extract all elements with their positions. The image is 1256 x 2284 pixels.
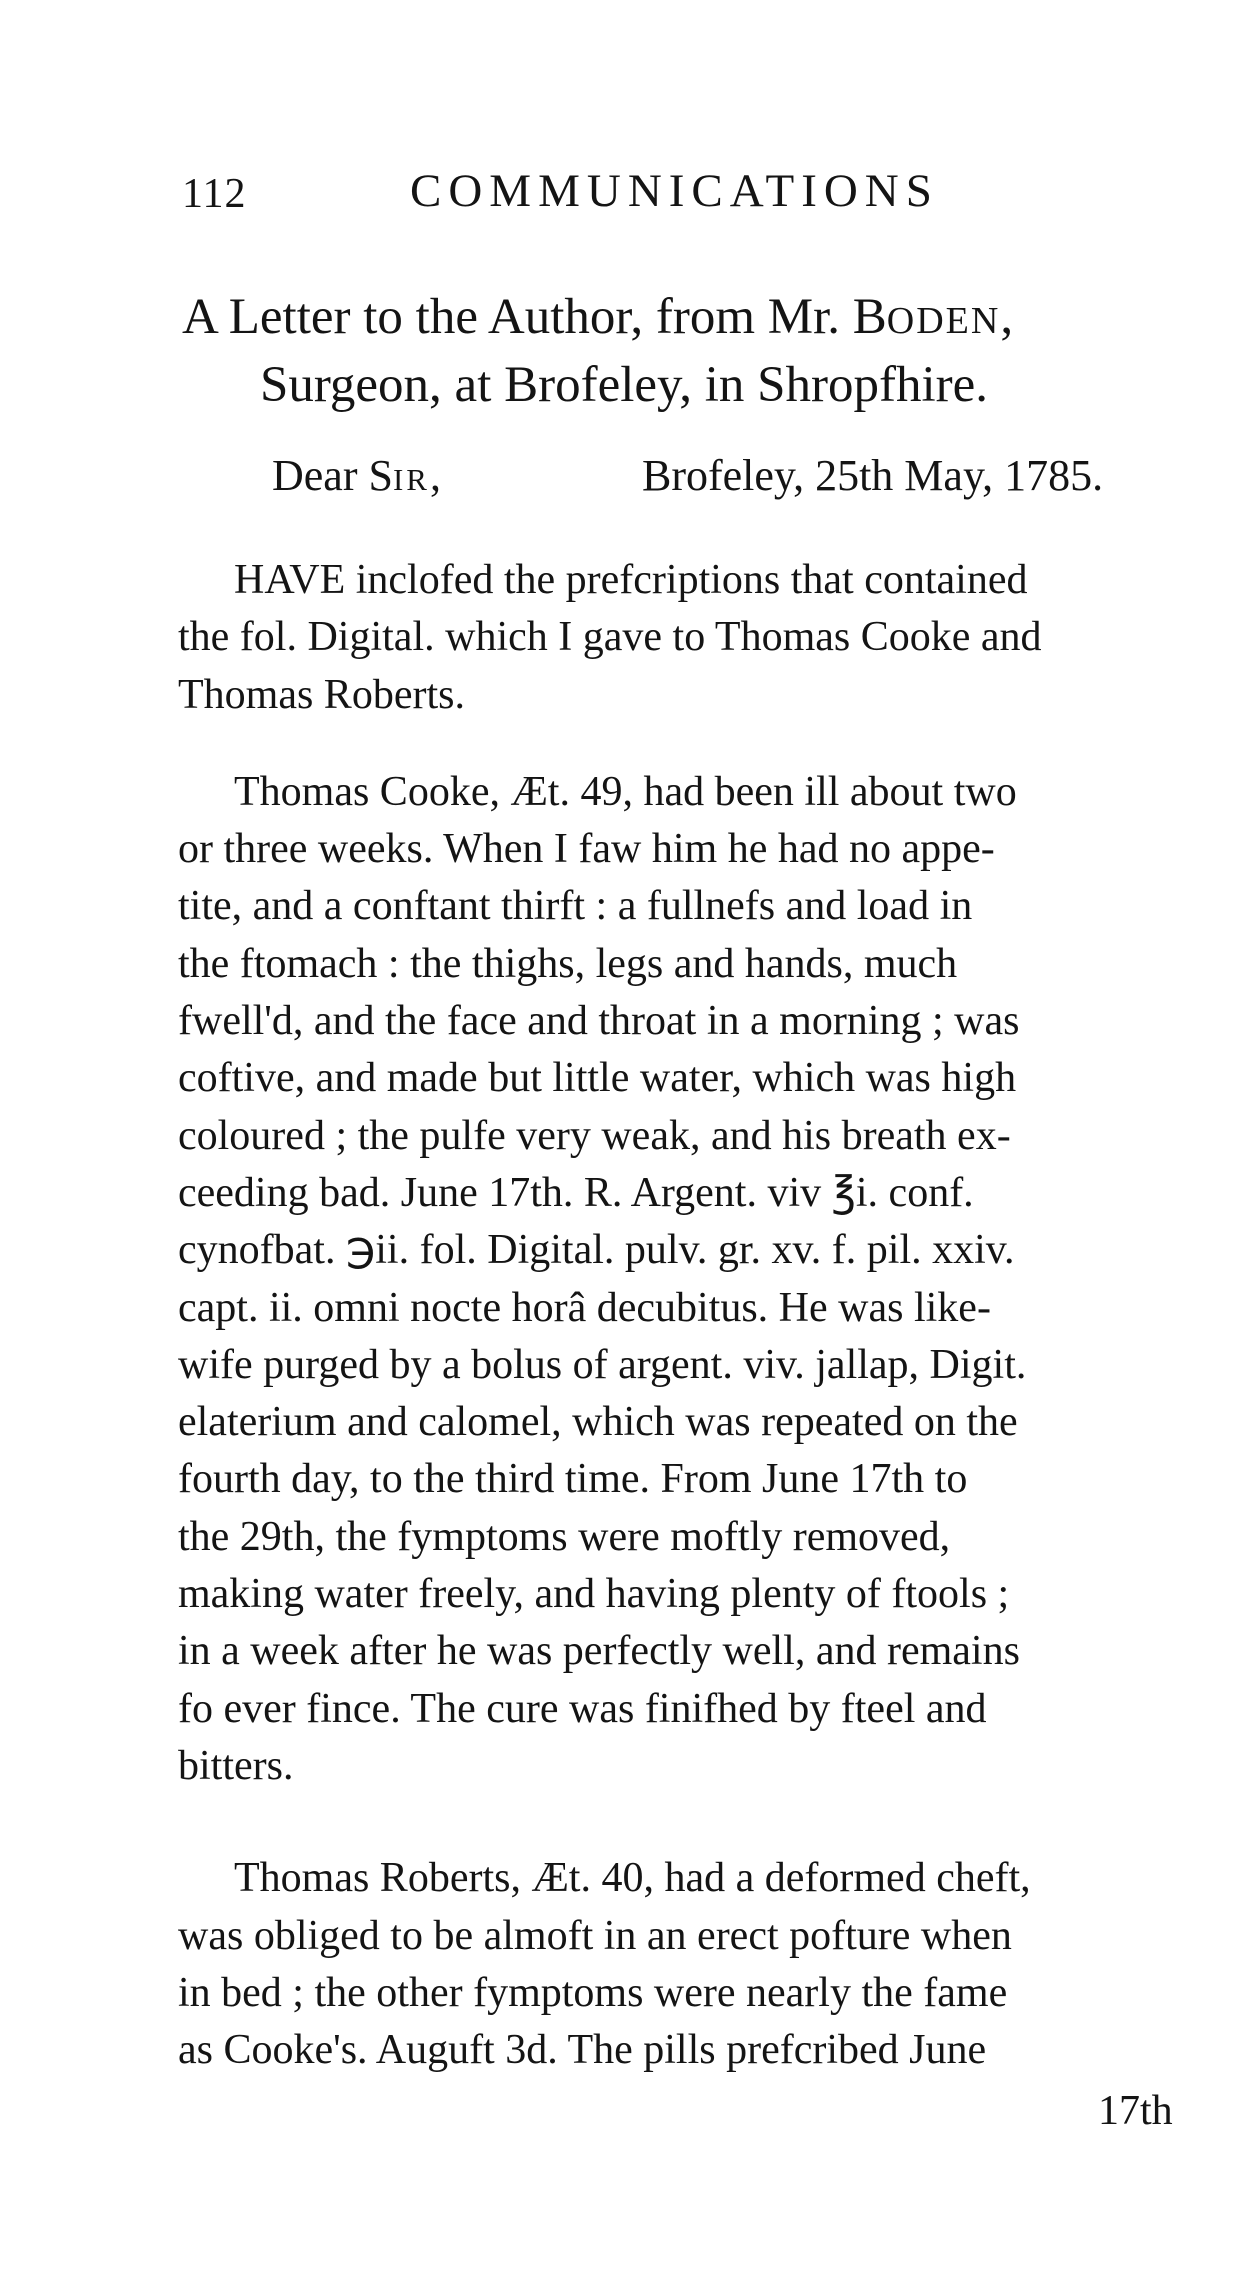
text-line: Thomas Roberts. [178, 671, 465, 718]
text-line: ceeding bad. June 17th. R. Argent. viv ℥i. conf. [178, 1169, 974, 1216]
text-line: Thomas Cooke, Æt. 49, had been ill about two [234, 768, 1017, 815]
text-line: fwell'd, and the face and throat in a morning ; was [178, 998, 1020, 1045]
paragraph-gap [178, 724, 1178, 764]
letter-body [178, 552, 1178, 2079]
text-line: wife purged by a bolus of argent. viv. jallap, Digit. [178, 1341, 1027, 1388]
text-line: the ftomach : the thighs, legs and hands, much [178, 940, 958, 987]
page-number: 112 [182, 171, 247, 217]
text-line: fo ever fince. The cure was finifhed by fteel and [178, 1685, 987, 1732]
salutation-row [272, 450, 1172, 506]
text-line: cynofbat. ℈ii. fol. Digital. pulv. gr. xv. f. pil. xxiv. [178, 1227, 1015, 1274]
text-line: Thomas Roberts, Æt. 40, had a deformed cheft, [234, 1855, 1031, 1902]
text-line: HAVE inclofed the prefcriptions that contained [234, 557, 1028, 603]
text-line: as Cooke's. Auguft 3d. The pills prefcribed June [178, 2027, 987, 2074]
dateline: Brofeley, 25th May, 1785. [642, 451, 1104, 500]
salutation: Dear SIR, [272, 451, 441, 500]
text-line: the fol. Digital. which I gave to Thomas Cooke and [178, 614, 1042, 661]
text-line: capt. ii. omni nocte horâ decubitus. He was like- [178, 1284, 991, 1331]
text-line: making water freely, and having plenty of ftools ; [178, 1571, 1010, 1618]
text-line: fourth day, to the third time. From June 17th to [178, 1456, 968, 1503]
text-line: in bed ; the other fymptoms were nearly the fame [178, 1969, 1008, 2016]
paragraph-gap [178, 1795, 1178, 1850]
text-line: tite, and a conftant thirft : a fullnefs and load in [178, 883, 973, 930]
text-line: or three weeks. When I faw him he had no appe- [178, 826, 995, 873]
catchword: 17th [1098, 2088, 1173, 2134]
title-line-2: Surgeon, at Brofeley, in Shropfhire. [260, 357, 989, 413]
page-header [182, 164, 1052, 224]
text-line: elaterium and calomel, which was repeated on the [178, 1399, 1018, 1446]
letter-title [182, 285, 1182, 417]
running-head: COMMUNICATIONS [410, 165, 939, 217]
text-line: in a week after he was perfectly well, and remains [178, 1628, 1020, 1675]
text-line: was obliged to be almoft in an erect pofture when [178, 1912, 1012, 1959]
title-line-1: A Letter to the Author, from Mr. BODEN, [182, 289, 1014, 345]
text-line: bitters. [178, 1742, 294, 1789]
text-line: coloured ; the pulfe very weak, and his breath ex- [178, 1112, 1011, 1159]
text-line: coftive, and made but little water, which was high [178, 1055, 1017, 1102]
text-line: the 29th, the fymptoms were moftly removed, [178, 1513, 951, 1560]
